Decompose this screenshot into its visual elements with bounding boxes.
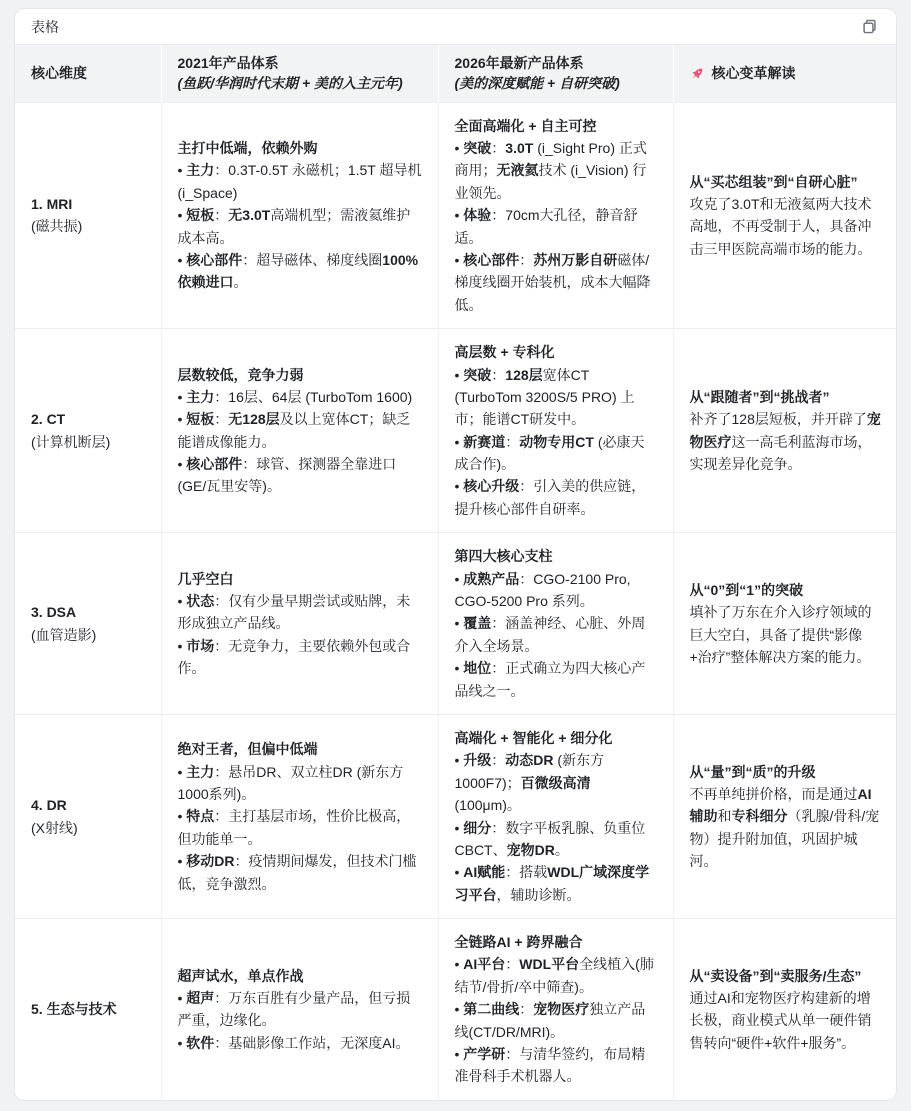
bullet-line: • 第二曲线：宠物医疗独立产品线(CT/DR/MRI)。	[454, 1001, 646, 1040]
table-card	[14, 8, 897, 1101]
emphasis: 短板	[186, 411, 215, 428]
dimension-subtitle: (血管造影)	[31, 626, 97, 643]
emphasis: 无128层	[228, 411, 280, 428]
bullet-line: • 突破：3.0T (i_Sight Pro) 正式商用；无液氦技术 (i_Vision) 行业领先。	[454, 139, 647, 201]
interpretation-body: 通过AI和宠物医疗构建新的增长极，商业模式从单一硬件销售转向“硬件+软件+服务”。	[689, 990, 872, 1051]
bullet-line: • 覆盖：涵盖神经、心脏、外周介入全场景。	[454, 615, 646, 654]
rocket-icon	[690, 66, 705, 81]
cell-interpretation	[673, 533, 897, 715]
table-row	[15, 919, 897, 1100]
dimension-title: 5. 生态与技术	[31, 1001, 117, 1018]
comparison-table	[15, 45, 897, 1100]
emphasis: 无液氦	[496, 162, 539, 179]
emphasis: 状态	[186, 593, 215, 610]
cell-2021	[161, 533, 438, 715]
card-title: 表格	[31, 18, 59, 35]
interpretation-title: 从“跟随者”到“挑战者”	[689, 388, 830, 405]
cell-title: 高端化 + 智能化 + 细分化	[454, 729, 613, 746]
emphasis: 特点	[186, 808, 215, 825]
emphasis: 专科细分	[731, 808, 788, 825]
bullet-line: • 核心升级：引入美的供应链，提升核心部件自研率。	[454, 478, 646, 517]
column-header-label: 2021年产品体系	[177, 55, 279, 71]
dimension-subtitle: (磁共振)	[31, 218, 83, 235]
interpretation-title: 从“量”到“质”的升级	[689, 763, 816, 780]
emphasis: 升级	[463, 752, 492, 769]
interpretation-title: 从“0”到“1”的突破	[689, 581, 804, 598]
emphasis: 百微级高清	[520, 774, 591, 791]
bullet-line: • 特点：主打基层市场，性价比极高，但功能单一。	[177, 808, 411, 847]
cell-dimension	[15, 102, 161, 329]
emphasis: 产学研	[463, 1046, 506, 1063]
dimension-subtitle: (X射线)	[31, 819, 78, 836]
table-row	[15, 329, 897, 533]
bullet-line: • 超声：万东百胜有少量产品，但亏损严重，边缘化。	[177, 990, 411, 1029]
bullet-line: • 体验：70cm大孔径，静音舒适。	[454, 207, 638, 246]
emphasis: WDL广域深度学习平台	[454, 864, 650, 903]
emphasis: 成熟产品	[463, 570, 520, 587]
emphasis: AI平台	[463, 956, 506, 973]
copy-button[interactable]	[859, 16, 880, 37]
cell-title: 全链路AI + 跨界融合	[454, 934, 583, 951]
interpretation-body: 填补了万东在介入诊疗领域的巨大空白，具备了提供“影像+治疗”整体解决方案的能力。	[689, 604, 872, 665]
table-row	[15, 714, 897, 918]
cell-2026	[438, 533, 673, 715]
cell-dimension	[15, 714, 161, 918]
emphasis: 100%依赖进口	[177, 251, 419, 291]
column-header-interpretation	[673, 45, 897, 102]
dimension-title: 2. CT	[31, 411, 66, 428]
cell-2021	[161, 329, 438, 533]
emphasis: 核心部件	[186, 251, 243, 268]
cell-interpretation	[673, 329, 897, 533]
table-row	[15, 533, 897, 715]
dimension-subtitle: (计算机断层)	[31, 433, 111, 450]
emphasis: 突破	[463, 366, 492, 383]
bullet-line: • 核心部件：超导磁体、梯度线圈100%依赖进口。	[177, 251, 419, 291]
emphasis: 突破	[463, 139, 492, 156]
cell-interpretation	[673, 102, 897, 329]
emphasis: 核心部件	[186, 456, 243, 473]
cell-2021	[161, 919, 438, 1100]
bullet-line: • 市场：无竞争力，主要依赖外包或合作。	[177, 637, 411, 677]
emphasis: 覆盖	[463, 615, 492, 632]
interpretation-title: 从“卖设备”到“卖服务/生态”	[689, 967, 862, 984]
bullet-line: • 核心部件：苏州万影自研磁体/梯度线圈开始装机，成本大幅降低。	[454, 251, 651, 313]
emphasis: 动态DR	[505, 752, 554, 769]
bullet-line: • 细分：数字平板乳腺、负重位CBCT、宠物DR。	[454, 819, 646, 858]
emphasis: 第二曲线	[463, 1001, 520, 1018]
bullet-line: • 主力：16层、64层 (TurboTom 1600)	[177, 388, 413, 405]
emphasis: AI辅助	[689, 785, 872, 825]
emphasis: 宠物医疗	[533, 1001, 590, 1018]
cell-2026	[438, 329, 673, 533]
bullet-line: • 软件：基础影像工作站，无深度AI。	[177, 1034, 410, 1051]
emphasis: 核心升级	[463, 478, 520, 495]
column-header-label: 2026年最新产品体系	[454, 55, 584, 71]
emphasis: 动物专用CT	[519, 433, 594, 450]
cell-dimension	[15, 533, 161, 715]
dimension-title: 1. MRI	[31, 195, 73, 212]
card-header	[15, 9, 896, 45]
bullet-line: • 升级：动态DR (新东方1000F7)；百微级高清 (100μm)。	[454, 752, 605, 814]
interpretation-title: 从“买芯组装”到“自研心脏”	[689, 173, 858, 190]
bullet-line: • 新赛道：动物专用CT (必康天成合作)。	[454, 433, 645, 473]
bullet-line: • 产学研：与清华签约，布局精准骨科手术机器人。	[454, 1046, 646, 1085]
cell-title: 主打中低端，依赖外购	[177, 139, 318, 156]
bullet-line: • 主力：0.3T-0.5T 永磁机；1.5T 超导机 (i_Space)	[177, 162, 422, 201]
emphasis: AI赋能	[463, 864, 506, 881]
copy-icon	[861, 18, 878, 35]
header-label-with-icon	[690, 63, 883, 83]
cell-2021	[161, 714, 438, 918]
cell-title: 超声试水，单点作战	[177, 967, 304, 984]
table-head	[15, 45, 897, 102]
bullet-line: • 地位：正式确立为四大核心产品线之一。	[454, 660, 646, 699]
cell-2026	[438, 102, 673, 329]
bullet-line: • AI赋能：搭载WDL广域深度学习平台，辅助诊断。	[454, 864, 650, 903]
emphasis: 主力	[186, 162, 215, 179]
header-row	[15, 45, 897, 102]
column-header-label: (鱼跃/华润时代末期 + 美的入主元年)	[177, 75, 403, 92]
emphasis: 体验	[463, 207, 492, 224]
column-header-label: (美的深度赋能 + 自研突破)	[454, 75, 620, 92]
bullet-line: • 短板：无128层及以上宽体CT；缺乏能谱成像能力。	[177, 411, 411, 450]
emphasis: WDL平台	[519, 956, 580, 973]
bullet-line: • AI平台：WDL平台全线植入(肺结节/骨折/卒中筛查)。	[454, 956, 654, 995]
column-header-label: 核心变革解读	[711, 65, 796, 82]
emphasis: 移动DR	[186, 853, 235, 870]
emphasis: 3.0T	[505, 139, 534, 156]
column-header-y2026	[438, 45, 673, 102]
emphasis: 宠物医疗	[689, 411, 881, 450]
bullet-line: • 核心部件：球管、探测器全靠进口 (GE/瓦里安等)。	[177, 456, 397, 495]
emphasis: 128层	[505, 366, 543, 383]
emphasis: 核心部件	[463, 251, 520, 268]
bullet-line: • 成熟产品：CGO-2100 Pro, CGO-5200 Pro 系列。	[454, 570, 631, 610]
cell-dimension	[15, 919, 161, 1100]
interpretation-body: 攻克了3.0T和无液氦两大技术高地，不再受制于人，具备冲击三甲医院高端市场的能力。	[689, 195, 872, 257]
cell-interpretation	[673, 919, 897, 1100]
interpretation-body: 不再单纯拼价格，而是通过AI辅助和专科细分（乳腺/骨科/宠物）提升附加值，巩固护城河。	[689, 785, 880, 870]
column-header-dimension	[15, 45, 161, 102]
bullet-line: • 主力：悬吊DR、双立柱DR (新东方1000系列)。	[177, 763, 404, 802]
table-body	[15, 102, 897, 1100]
emphasis: 无3.0T	[228, 207, 271, 224]
bullet-line: • 状态：仅有少量早期尝试或贴牌，未形成独立产品线。	[177, 593, 411, 632]
emphasis: 短板	[186, 207, 215, 224]
bullet-line: • 突破：128层宽体CT (TurboTom 3200S/5 PRO) 上市；能谱CT研发中。	[454, 366, 635, 428]
emphasis: 主力	[186, 388, 215, 405]
emphasis: 主力	[186, 763, 215, 780]
cell-title: 绝对王者，但偏中低端	[177, 741, 318, 758]
bullet-line: • 短板：无3.0T高端机型；需液氦维护成本高。	[177, 207, 411, 246]
cell-interpretation	[673, 714, 897, 918]
dimension-title: 4. DR	[31, 797, 67, 814]
emphasis: 软件	[186, 1034, 215, 1051]
column-header-y2021	[161, 45, 438, 102]
emphasis: 苏州万影自研	[533, 251, 618, 268]
emphasis: 宠物DR	[506, 841, 555, 858]
dimension-title: 3. DSA	[31, 604, 77, 621]
bullet-line: • 移动DR：疫情期间爆发，但技术门槛低，竞争激烈。	[177, 853, 417, 892]
cell-2026	[438, 714, 673, 918]
emphasis: 细分	[463, 819, 492, 836]
column-header-label: 核心维度	[31, 65, 87, 82]
cell-title: 全面高端化 + 自主可控	[454, 117, 597, 134]
emphasis: 地位	[463, 660, 492, 677]
emphasis: 新赛道	[463, 433, 506, 450]
emphasis: 市场	[186, 637, 215, 654]
emphasis: 超声	[186, 990, 215, 1007]
cell-2021	[161, 102, 438, 329]
table-row	[15, 102, 897, 329]
cell-title: 层数较低，竞争力弱	[177, 366, 304, 383]
cell-dimension	[15, 329, 161, 533]
cell-2026	[438, 919, 673, 1100]
cell-title: 高层数 + 专科化	[454, 344, 555, 361]
cell-title: 几乎空白	[177, 570, 234, 587]
cell-title: 第四大核心支柱	[454, 548, 553, 565]
interpretation-body: 补齐了128层短板，并开辟了宠物医疗这一高毛利蓝海市场，实现差异化竞争。	[689, 411, 881, 473]
